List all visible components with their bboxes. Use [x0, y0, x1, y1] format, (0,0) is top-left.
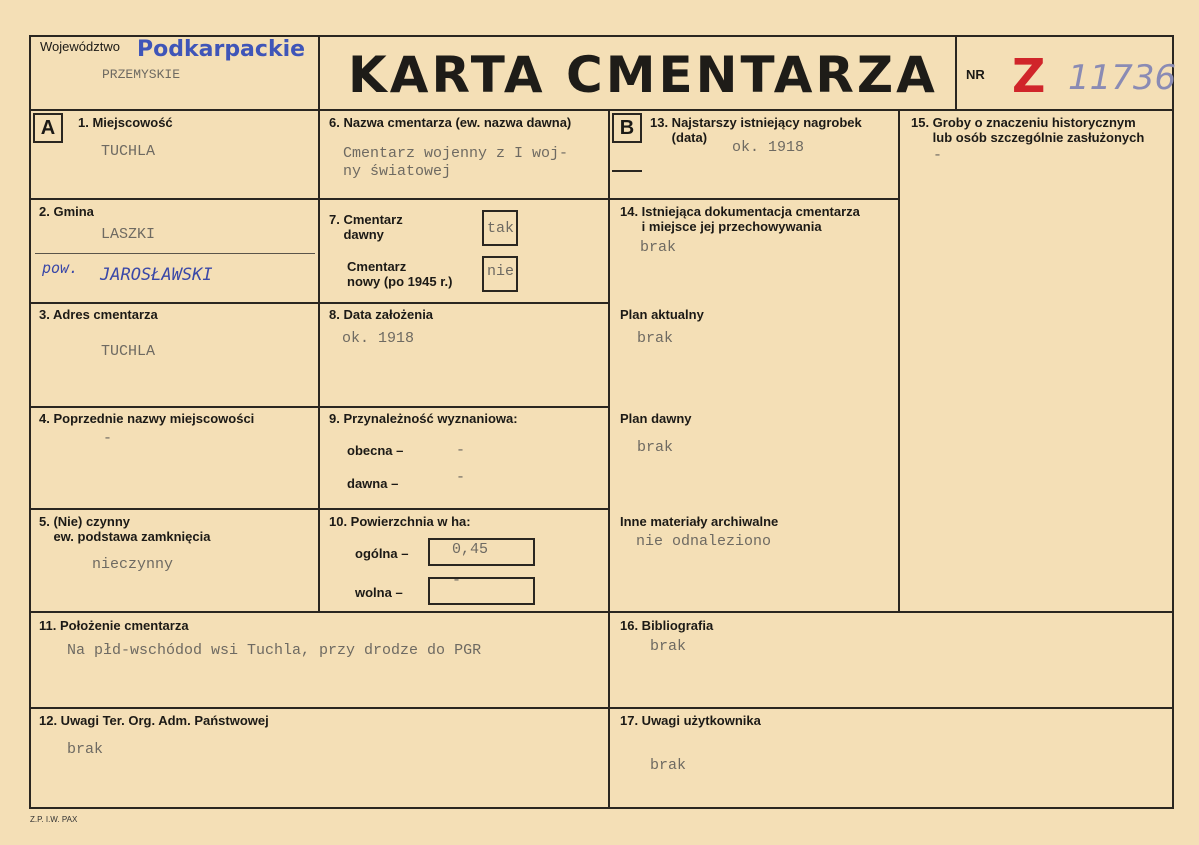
section-b-underline	[612, 170, 642, 172]
field-8-value: ok. 1918	[342, 330, 415, 347]
field-2-pow-value: JAROSŁAWSKI	[100, 265, 213, 285]
printer-imprint: Z.P. I.W. PAX	[30, 815, 78, 824]
field-15-value: -	[933, 147, 943, 164]
field-16-value: brak	[650, 638, 687, 655]
col-divider-2	[608, 109, 610, 809]
field-10-wolna-label: wolna –	[355, 585, 403, 600]
section-b-label: B	[612, 113, 642, 143]
plan-dawny-label: Plan dawny	[620, 411, 692, 426]
page-title: KARTA CMENTARZA	[348, 46, 938, 104]
row-line-main	[29, 611, 1174, 613]
header-divider-right	[955, 35, 957, 111]
row-line-a1	[29, 198, 319, 200]
field-6-value: Cmentarz wojenny z I woj- ny światowej	[343, 145, 569, 180]
field-13-label: 13. Najstarszy istniejący nagrobek (data)	[650, 115, 862, 145]
inne-materialy-label: Inne materiały archiwalne	[620, 514, 779, 529]
row-line-a2	[29, 302, 609, 304]
section-a-label: A	[33, 113, 63, 143]
field-3-value: TUCHLA	[101, 343, 156, 360]
row-line-a3	[29, 406, 609, 408]
field-5-label: 5. (Nie) czynny ew. podstawa zamknięcia	[39, 514, 211, 544]
plan-aktualny-value: brak	[637, 330, 674, 347]
field-10-wolna-box	[428, 577, 535, 605]
field-15-label: 15. Groby o znaczeniu historycznym lub osób szczególnie zasłużonych	[911, 115, 1145, 145]
col-divider-3	[898, 109, 900, 613]
field-9-dawna-label: dawna –	[347, 476, 399, 491]
field-9-dawna-value: -	[456, 469, 466, 486]
field-4-label: 4. Poprzednie nazwy miejscowości	[39, 411, 255, 426]
inne-materialy-value: nie odnaleziono	[636, 533, 772, 550]
field-17-label: 17. Uwagi użytkownika	[620, 713, 761, 728]
nr-letter: Z	[1012, 49, 1046, 103]
row-line-6	[318, 198, 609, 200]
field-2-pow-prefix: pow.	[42, 259, 79, 277]
field-7-nowy-value: nie	[487, 263, 515, 280]
header-divider-left	[318, 35, 320, 111]
field-5-value: nieczynny	[92, 556, 174, 573]
field-3-label: 3. Adres cmentarza	[39, 307, 158, 322]
field-8-label: 8. Data założenia	[329, 307, 434, 322]
field-1-value: TUCHLA	[101, 143, 156, 160]
field-11-label: 11. Położenie cmentarza	[39, 618, 189, 633]
row-line-lower	[29, 707, 1174, 709]
nr-value: 11736	[1068, 58, 1177, 98]
plan-aktualny-label: Plan aktualny	[620, 307, 704, 322]
field-12-value: brak	[67, 741, 104, 758]
field-10-label: 10. Powierzchnia w ha:	[329, 514, 471, 529]
plan-dawny-value: brak	[637, 439, 674, 456]
field-7-nowy-label: Cmentarz nowy (po 1945 r.)	[347, 259, 453, 289]
field-12-label: 12. Uwagi Ter. Org. Adm. Państwowej	[39, 713, 269, 728]
field-6-label: 6. Nazwa cmentarza (ew. nazwa dawna)	[329, 115, 572, 130]
field-9-obecna-value: -	[456, 442, 466, 459]
field-17-value: brak	[650, 757, 687, 774]
field-10-ogolna-value: 0,45	[452, 541, 489, 558]
field-13-value: ok. 1918	[732, 139, 805, 156]
body-frame	[29, 109, 1174, 809]
wojewodztwo-typed: PRZEMYSKIE	[102, 67, 181, 82]
field-11-value: Na płd-wschódod wsi Tuchla, przy drodze do PGR	[67, 642, 482, 659]
field-4-value: -	[103, 430, 113, 447]
field-16-label: 16. Bibliografia	[620, 618, 714, 633]
col-divider-1	[318, 109, 320, 613]
field-7-label: 7. Cmentarz dawny	[329, 212, 403, 242]
field-2-value: LASZKI	[101, 226, 156, 243]
row-line-b1	[608, 198, 899, 200]
wojewodztwo-stamp: Podkarpackie	[137, 37, 306, 62]
field-7-dawny-value: tak	[487, 220, 515, 237]
field-10-ogolna-label: ogólna –	[355, 546, 409, 561]
field-10-wolna-value: -	[452, 572, 462, 589]
field-9-obecna-label: obecna –	[347, 443, 404, 458]
wojewodztwo-label: Województwo	[40, 39, 120, 54]
nr-label: NR	[966, 67, 985, 82]
field-14-label: 14. Istniejąca dokumentacja cmentarza i miejsce jej przechowywania	[620, 204, 860, 234]
field-1-label: 1. Miejscowość	[78, 115, 173, 130]
row-line-a4	[29, 508, 609, 510]
field-14-value: brak	[640, 239, 677, 256]
field-2-label: 2. Gmina	[39, 204, 94, 219]
gmina-separator	[35, 253, 315, 254]
field-9-label: 9. Przynależność wyznaniowa:	[329, 411, 518, 426]
